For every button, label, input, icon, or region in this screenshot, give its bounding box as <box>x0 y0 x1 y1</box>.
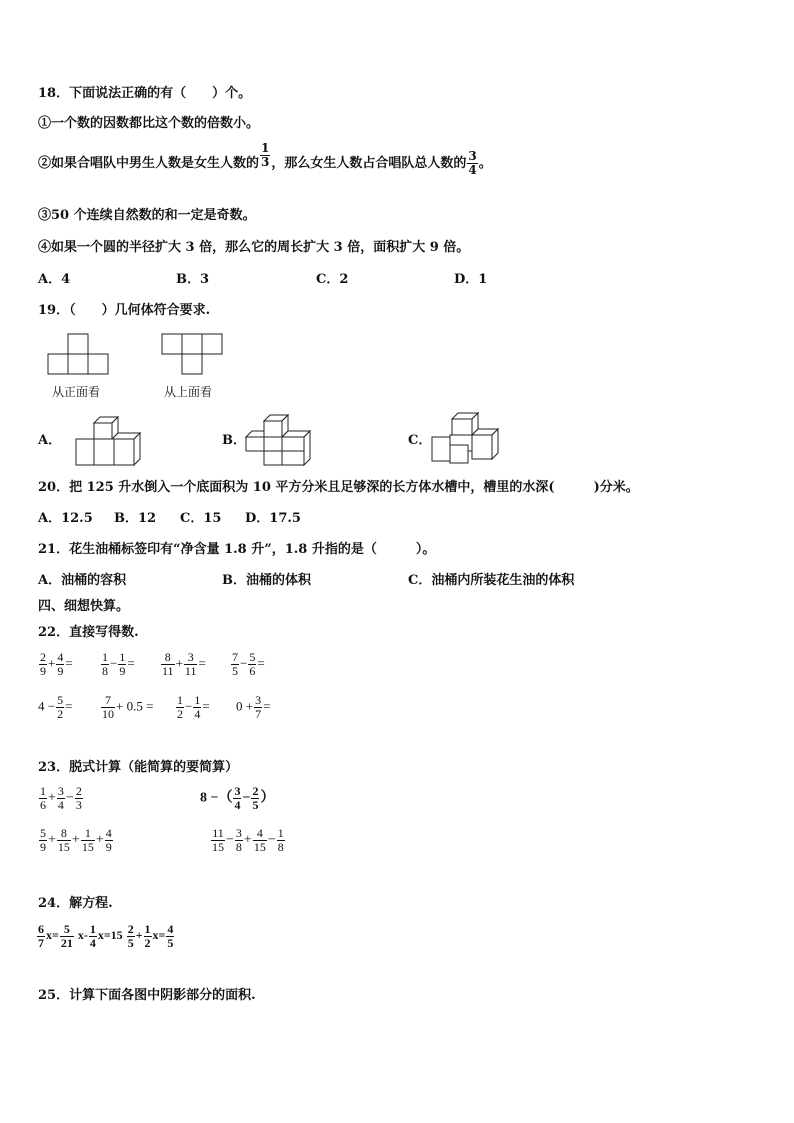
front-view-label: 从正面看 <box>52 385 101 399</box>
q24-eq-1: $\frac{6}{7}$ x= $\frac{5}{21}$ <box>38 922 73 950</box>
q18-option-d[interactable]: D．1 <box>454 272 488 287</box>
top-view-label: 从上面看 <box>164 385 213 399</box>
front-view-figure <box>48 334 118 378</box>
q22-expr-2: $\frac{1}{8}$ − $\frac{1}{9}$ = <box>102 650 135 678</box>
q20-title: 20．把 125 升水倒入一个底面积为 10 平方分米且足够深的长方体水槽中，槽里的水深( )分米。 <box>38 480 639 495</box>
q18-option-a[interactable]: A．4 <box>38 272 71 287</box>
q21-title: 21．花生油桶标签印有“净含量 1.8 升”，1.8 升指的是（ ）。 <box>38 542 436 557</box>
q22-expr-7: $\frac{1}{2}$ − $\frac{1}{4}$ = <box>177 693 210 721</box>
section-4-heading: 四、细想快算。 <box>38 599 130 614</box>
q22-expr-3: $\frac{8}{11}$ + $\frac{3}{11}$ = <box>162 650 206 678</box>
q24-eq-3: $\frac{2}{5}$ + $\frac{1}{2}$ x= $\frac{4}{5}$ <box>127 922 174 950</box>
q22-expr-1: $\frac{2}{9}$ + $\frac{4}{9}$ = <box>40 650 73 678</box>
q18-statement-1: ①一个数的因数都比这个数的倍数小。 <box>38 116 260 131</box>
q19-option-a[interactable]: A． <box>38 433 62 448</box>
q24-title: 24．解方程. <box>38 896 113 911</box>
q23-expr-3: $\frac{5}{9}$ + $\frac{8}{15}$ + $\frac{1}{15}$ + $\frac{4}{9}$ <box>40 826 112 854</box>
q23-expr-1: $\frac{1}{6}$ + $\frac{3}{4}$ − $\frac{2}{3}$ <box>40 784 82 812</box>
q19-option-b[interactable]: B． <box>222 433 246 448</box>
q25-title: 25．计算下面各图中阴影部分的面积. <box>38 988 256 1003</box>
q22-expr-6: $\frac{7}{10}$ + 0.5 = <box>102 693 154 721</box>
q18-option-b[interactable]: B．3 <box>176 272 210 287</box>
q18-statement-2: ②如果合唱队中男生人数是女生人数的 $\frac{1}{3}$ ，那么女生人数占合唱队总人数的 $\frac{3}{4}$ 。 <box>38 141 492 177</box>
q20-option-a[interactable]: A．12.5 <box>38 511 93 526</box>
q24-equations <box>36 923 175 950</box>
option-b-solid[interactable] <box>244 413 316 469</box>
q22-expr-8: 0 + $\frac{3}{7}$ = <box>236 693 271 721</box>
q20-option-b[interactable]: B．12 <box>114 511 157 526</box>
option-c-solid[interactable] <box>430 411 504 467</box>
q22-title: 22．直接写得数. <box>38 625 139 640</box>
q23-title: 23．脱式计算（能简算的要简算） <box>38 760 239 775</box>
q19-option-c[interactable]: C． <box>408 433 432 448</box>
q18-option-c[interactable]: C．2 <box>316 272 349 287</box>
q20-option-c[interactable]: C．15 <box>180 511 222 526</box>
option-a-solid[interactable] <box>72 415 144 469</box>
q18-statement-4: ④如果一个圆的半径扩大 3 倍，那么它的周长扩大 3 倍，面积扩大 9 倍。 <box>38 240 470 255</box>
q23-expr-2: 8 −（ $\frac{3}{4}$ − $\frac{2}{5}$ ） <box>200 784 275 812</box>
q21-option-c[interactable]: C．油桶内所装花生油的体积 <box>408 573 575 588</box>
q19-title: 19．（ ）几何体符合要求. <box>38 303 211 318</box>
q24-eq-2: x- $\frac{1}{4}$ x=15 <box>77 922 123 950</box>
q22-expr-5: 4 − $\frac{5}{2}$ = <box>38 693 73 721</box>
q18-title: 18．下面说法正确的有（ ）个。 <box>38 86 252 101</box>
q18-statement-3: ③50 个连续自然数的和一定是奇数。 <box>38 208 256 223</box>
q23-expr-4: $\frac{11}{15}$ − $\frac{3}{8}$ + $\frac{4}{15}$ − $\frac{1}{8}$ <box>212 826 284 854</box>
q21-option-a[interactable]: A．油桶的容积 <box>38 573 127 588</box>
q22-expr-4: $\frac{7}{5}$ − $\frac{5}{6}$ = <box>232 650 265 678</box>
top-view-figure <box>162 334 232 378</box>
q20-option-d[interactable]: D．17.5 <box>245 511 301 526</box>
q21-option-b[interactable]: B．油桶的体积 <box>222 573 311 588</box>
